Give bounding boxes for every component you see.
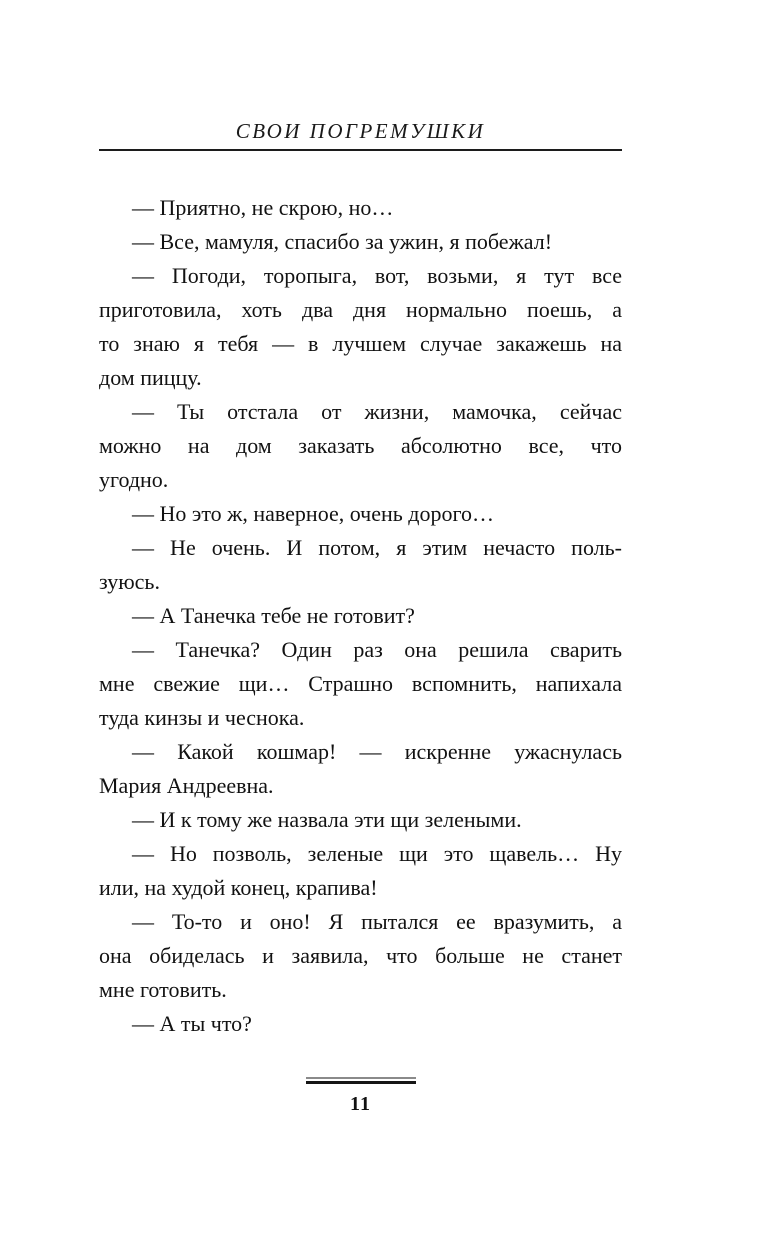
text-line: — Но позволь, зеленые щи это щавель… Ну <box>132 841 622 866</box>
text-line: — Все, мамуля, спасибо за ужин, я побежал! <box>132 229 553 254</box>
text-line: — Но это ж, наверное, очень дорого… <box>132 501 494 526</box>
text-line: — То-то и оно! Я пытался ее вразумить, а <box>132 909 622 934</box>
text-line: туда кинзы и чеснока. <box>99 705 305 730</box>
text-line: можно на дом заказать абсолютно все, что <box>99 433 622 458</box>
text-line: — Танечка? Один раз она решила сварить <box>132 637 622 662</box>
footer-ornament-double-rule <box>306 1077 416 1084</box>
text-line: то знаю я тебя — в лучшем случае закажешь на <box>99 331 622 356</box>
text-line: угодно. <box>99 467 169 492</box>
text-line: она обиделась и заявила, что больше не станет <box>99 943 622 968</box>
header-rule <box>99 149 622 151</box>
text-line: — Ты отстала от жизни, мамочка, сейчас <box>132 399 622 424</box>
text-line: — Не очень. И потом, я этим нечасто поль- <box>132 535 622 560</box>
text-line: мне готовить. <box>99 977 227 1002</box>
text-line: или, на худой конец, крапива! <box>99 875 378 900</box>
text-line: Мария Андреевна. <box>99 773 274 798</box>
text-line: — Какой кошмар! — искренне ужаснулась <box>132 739 622 764</box>
text-line: мне свежие щи… Страшно вспомнить, напихала <box>99 671 622 696</box>
text-line: — Погоди, торопыга, вот, возьми, я тут все <box>132 263 622 288</box>
text-block <box>99 120 622 1116</box>
page-number: 11 <box>350 1093 371 1115</box>
text-line: приготовила, хоть два дня нормально поешь, а <box>99 297 622 322</box>
text-line: — И к тому же назвала эти щи зелеными. <box>132 807 522 832</box>
running-header <box>99 120 622 151</box>
page-footer <box>99 1077 622 1116</box>
body-text <box>99 191 622 1041</box>
text-line: — А ты что? <box>132 1011 252 1036</box>
running-header-title: СВОИ ПОГРЕМУШКИ <box>235 119 486 143</box>
footer-rule-thick <box>306 1081 416 1084</box>
text-line: зуюсь. <box>99 569 160 594</box>
text-line: дом пиццу. <box>99 365 202 390</box>
text-line: — Приятно, не скрою, но… <box>132 195 394 220</box>
text-line: — А Танечка тебе не готовит? <box>132 603 415 628</box>
